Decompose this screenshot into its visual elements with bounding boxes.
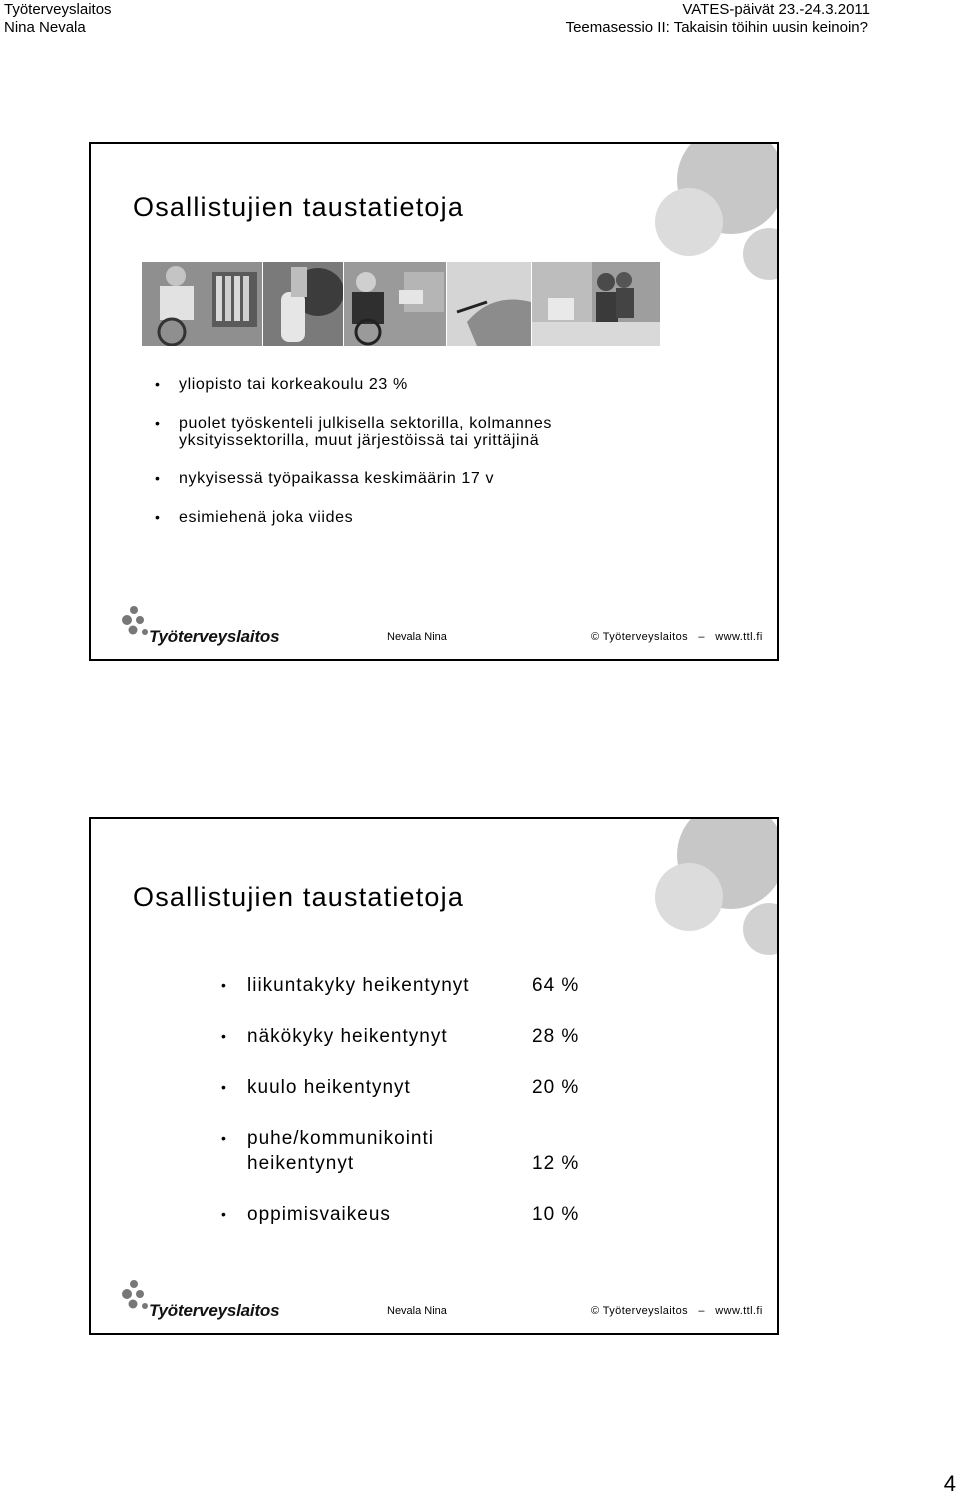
- list-item: • liikuntakyky heikentynyt 64 %: [221, 975, 580, 996]
- decorative-circles: [627, 819, 777, 969]
- list-item: • puolet työskenteli julkisella sektorilla, kolmannes yksityissektorilla, muut järjestöissä tai yrittäjinä: [155, 415, 552, 449]
- slide-title: Osallistujien taustatietoja: [133, 882, 465, 912]
- photo-computer-workers: [532, 262, 660, 346]
- bullet-list: [155, 376, 552, 548]
- footer-copyright: © Työterveyslaitos – www.ttl.fi: [591, 1305, 763, 1317]
- item-label: puhe/kommunikointi heikentynyt: [247, 1128, 434, 1174]
- photo-office-worker: [142, 262, 262, 346]
- item-value: 28 %: [532, 1026, 580, 1047]
- photo-wheelchair-user: [344, 262, 446, 346]
- list-item: • näkökyky heikentynyt 28 %: [221, 1026, 580, 1047]
- photo-hand-device: [263, 262, 343, 346]
- logo-mark-icon: [121, 605, 151, 639]
- list-item: • puhe/kommunikointi heikentynyt 12 %: [221, 1128, 580, 1174]
- ttl-logo: [121, 1279, 280, 1329]
- page-number: 4: [943, 1471, 956, 1496]
- list-item: • kuulo heikentynyt 20 %: [221, 1077, 580, 1098]
- item-value: 10 %: [532, 1204, 580, 1225]
- list-item: • oppimisvaikeus 10 %: [221, 1204, 580, 1225]
- footer-name: Nevala Nina: [387, 1305, 447, 1317]
- photo-strip: [142, 262, 660, 346]
- logo-mark-icon: [121, 1279, 151, 1313]
- list-item: • yliopisto tai korkeakoulu 23 %: [155, 376, 408, 393]
- slide-1: [89, 142, 779, 661]
- slide-footer: [91, 1273, 777, 1333]
- item-label: liikuntakyky heikentynyt: [247, 975, 470, 996]
- impairment-list: [221, 973, 667, 1253]
- header-org: Työterveyslaitos: [4, 1, 112, 18]
- header-session: Teemasessio II: Takaisin töihin uusin keinoin?: [565, 19, 868, 36]
- list-item: • esimiehenä joka viides: [155, 509, 354, 526]
- item-label: kuulo heikentynyt: [247, 1077, 411, 1098]
- header-author: Nina Nevala: [4, 19, 86, 36]
- slide-2: [89, 817, 779, 1335]
- header-event: VATES-päivät 23.-24.3.2011: [682, 1, 870, 18]
- item-label: oppimisvaikeus: [247, 1204, 391, 1225]
- list-item: • nykyisessä työpaikassa keskimäärin 17 v: [155, 470, 495, 487]
- slide-footer: [91, 599, 777, 659]
- item-label: näkökyky heikentynyt: [247, 1026, 448, 1047]
- item-value: 20 %: [532, 1077, 580, 1098]
- slide-title: Osallistujien taustatietoja: [133, 192, 465, 222]
- item-value: 12 %: [532, 1153, 580, 1174]
- logo-text: Työterveyslaitos: [149, 1301, 280, 1320]
- footer-name: Nevala Nina: [387, 631, 447, 643]
- item-value: 64 %: [532, 975, 580, 996]
- photo-writing-hand: [447, 262, 531, 346]
- ttl-logo: [121, 605, 280, 655]
- logo-text: Työterveyslaitos: [149, 627, 280, 646]
- footer-copyright: © Työterveyslaitos – www.ttl.fi: [591, 631, 763, 643]
